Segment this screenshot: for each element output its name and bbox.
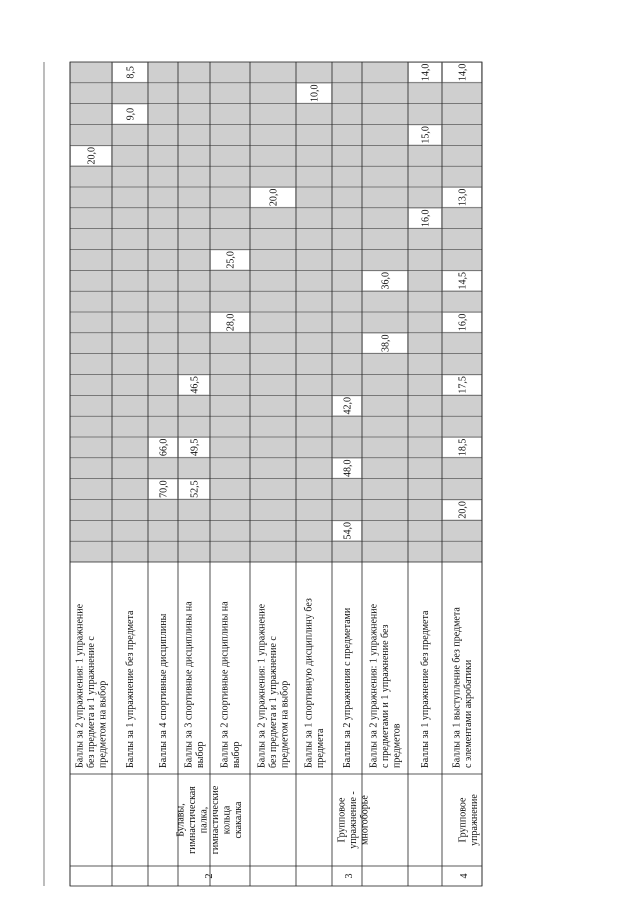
- criterion-label: Баллы за 1 упражнение без предмета: [125, 610, 137, 768]
- discipline-label: Групповоеупражнение: [457, 794, 480, 846]
- row-number: 4: [459, 873, 471, 879]
- score-value: 14,0: [420, 63, 432, 82]
- criterion-label: Баллы за 2 упражнения с предметами: [342, 607, 354, 768]
- criterion-label: Баллы за 3 спортивные дисциплины навыбор: [183, 601, 206, 768]
- score-value: 52,5: [189, 480, 201, 498]
- score-value: 10,0: [309, 84, 321, 103]
- score-value: 46,5: [189, 376, 201, 394]
- criterion-label: Баллы за 2 упражнения: 1 упражнениебез предмета и 1 упражнение спредметом на выбор: [74, 603, 109, 768]
- criterion-label: Баллы за 2 упражнения: 1 упражнениес предметами и 1 упражнение безпредметов: [368, 603, 403, 768]
- row-number: 3: [344, 873, 356, 879]
- criterion-label: Баллы за 4 спортивные дисциплины: [158, 613, 170, 768]
- score-value: 54,0: [342, 522, 354, 540]
- score-value: 16,0: [420, 209, 432, 228]
- score-value: 13,0: [457, 188, 469, 207]
- score-value: 28,0: [225, 313, 237, 332]
- score-value: 66,0: [158, 438, 170, 457]
- score-value: 9,0: [125, 107, 137, 121]
- score-value: 14,0: [457, 63, 469, 82]
- criterion-label: Баллы за 1 спортивную дисциплину безпредмета: [303, 598, 326, 768]
- score-value: 36,0: [380, 272, 392, 290]
- discipline-label: Групповоеупражнение -многоборье: [336, 791, 371, 849]
- score-value: 15,0: [420, 126, 432, 144]
- score-value: 14,5: [457, 272, 469, 290]
- criterion-label: Баллы за 2 упражнения: 1 упражнениебез предмета и 1 упражнение спредметом на выбор: [256, 603, 291, 768]
- score-value: 18,5: [457, 438, 469, 457]
- criterion-label: Баллы за 1 выступление без предметас элементами акробатики: [451, 607, 474, 768]
- discipline-label: Булавы,гимнастическаяпалка,гимнастическиекольцаскакалка: [175, 785, 244, 855]
- score-value: 25,0: [225, 251, 237, 269]
- row-number: 2: [204, 873, 216, 879]
- score-value: 48,0: [342, 459, 354, 478]
- score-value: 20,0: [457, 501, 469, 519]
- score-value: 38,0: [380, 334, 392, 353]
- score-value: 8,5: [125, 66, 137, 79]
- criterion-label: Баллы за 2 спортивные дисциплины навыбор: [219, 601, 242, 768]
- score-value: 17,5: [457, 376, 469, 394]
- score-value: 20,0: [268, 188, 280, 207]
- score-value: 20,0: [86, 147, 98, 165]
- score-value: 42,0: [342, 397, 354, 415]
- score-value: 16,0: [457, 313, 469, 332]
- criterion-label: Баллы за 1 упражнение без предмета: [420, 610, 432, 768]
- score-value: 49,5: [189, 438, 201, 457]
- score-value: 70,0: [158, 480, 170, 498]
